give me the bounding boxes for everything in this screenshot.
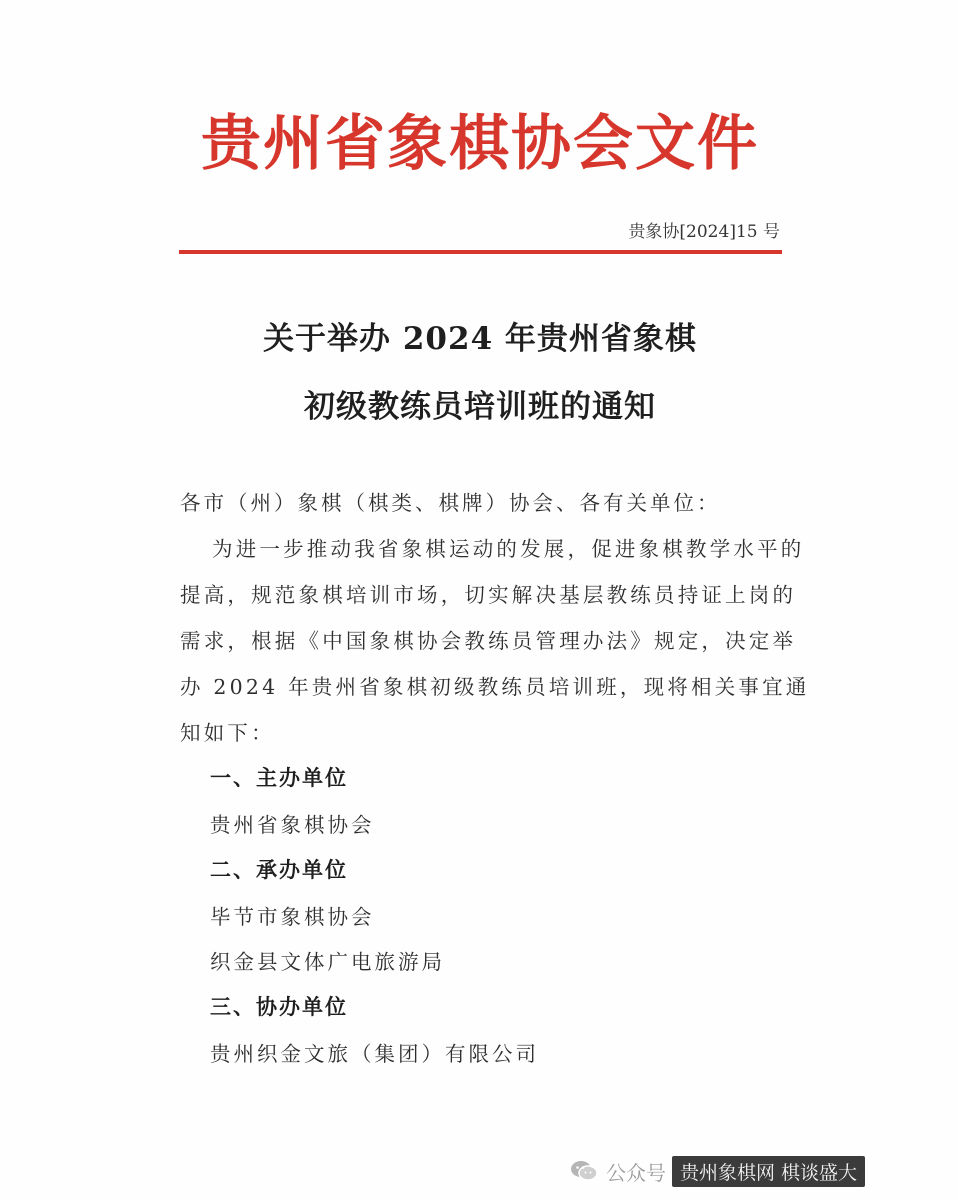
salutation: 各市（州）象棋（棋类、棋牌）协会、各有关单位： bbox=[180, 491, 721, 515]
wechat-watermark bbox=[570, 1155, 865, 1187]
wechat-icon bbox=[570, 1159, 598, 1183]
section-item: 贵州织金文旅（集团）有限公司 bbox=[210, 1042, 539, 1066]
paragraph-line: 需求，根据《中国象棋协会教练员管理办法》规定，决定举 bbox=[180, 629, 797, 653]
document-title-line-2: 初级教练员培训班的通知 bbox=[304, 389, 656, 425]
paragraph-line: 办 2024 年贵州省象棋初级教练员培训班，现将相关事宜通 bbox=[180, 675, 810, 699]
section-heading-organizer: 一、主办单位 bbox=[210, 765, 348, 790]
section-item: 毕节市象棋协会 bbox=[210, 905, 375, 929]
section-item: 贵州省象棋协会 bbox=[210, 813, 375, 837]
watermark-account: 贵州象棋网 棋谈盛大 bbox=[672, 1156, 865, 1187]
paragraph-line: 知如下： bbox=[180, 721, 275, 745]
section-heading-host: 二、承办单位 bbox=[210, 857, 348, 882]
paragraph-line: 为进一步推动我省象棋运动的发展，促进象棋教学水平的 bbox=[212, 537, 805, 561]
paragraph-line: 提高，规范象棋培训市场，切实解决基层教练员持证上岗的 bbox=[180, 583, 797, 607]
section-heading-co-organizer: 三、协办单位 bbox=[210, 994, 348, 1019]
document-number: 贵象协[2024]15 号 bbox=[628, 222, 780, 242]
masthead-red-rule bbox=[179, 250, 782, 254]
section-item: 织金县文体广电旅游局 bbox=[210, 950, 445, 974]
watermark-label: 公众号 bbox=[606, 1160, 666, 1185]
document-title-line-1: 关于举办 2024 年贵州省象棋 bbox=[263, 321, 697, 357]
document-masthead: 贵州省象棋协会文件 bbox=[201, 109, 759, 179]
